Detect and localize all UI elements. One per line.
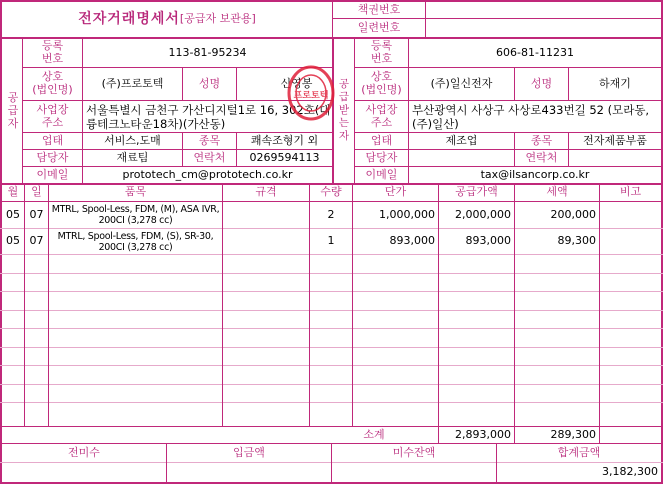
item-unit-price: 893,000: [389, 234, 435, 248]
receiver-item: 전자제품부품: [583, 133, 647, 147]
col-header-spec: 규격: [255, 185, 277, 199]
title-subtitle: [공급자 보관용]: [179, 12, 256, 26]
supplier-rep: 신영봉: [280, 76, 313, 90]
receiver-email[interactable]: tax@ilsancorp.co.kr: [480, 167, 590, 181]
item-month: 05: [6, 207, 20, 221]
received-label: 입금액: [233, 445, 265, 459]
book-no-label: 책권번호: [357, 2, 401, 16]
supplier-side-label: 공급자: [7, 90, 19, 130]
subtotal-label: 소계: [363, 427, 385, 441]
receiver-rep: 하재기: [599, 76, 631, 90]
col-header-unit-price: 단가: [384, 185, 407, 199]
prev-balance-value: [2, 463, 166, 482]
item-unit-price: 1,000,000: [379, 207, 435, 221]
serial-no-value: [426, 19, 661, 37]
item-supply-value: 893,000: [465, 234, 511, 248]
item-month: 05: [6, 234, 20, 248]
title-text: 전자거래명세서: [78, 11, 180, 28]
col-header-day: 일: [31, 185, 42, 199]
receiver-item-label: 종목: [530, 133, 553, 147]
subtotal-supply-value: 2,893,000: [455, 427, 511, 441]
supplier-business-type: 서비스,도매: [104, 133, 161, 147]
receiver-reg-no: 606-81-11231: [496, 45, 574, 59]
col-header-product: 품목: [124, 185, 147, 199]
supplier-address-label: 사업장 주소: [36, 102, 69, 129]
col-header-supply-value: 공급가액: [455, 185, 498, 199]
item-note: [600, 229, 661, 254]
seal-text: 프로토텍: [293, 91, 329, 101]
receiver-business-type: 제조업: [445, 133, 478, 147]
receiver-email-label: 이메일: [365, 167, 398, 181]
receiver-side-label: 공급받는자: [338, 77, 350, 142]
receiver-name: (주)일신전자: [430, 76, 493, 90]
item-day: 07: [29, 234, 44, 248]
item-note: [600, 202, 661, 228]
book-no-value: [426, 2, 661, 18]
supplier-reg-no-label: 등록 번호: [41, 39, 64, 65]
unpaid-value: [332, 463, 496, 482]
col-header-tax: 세액: [546, 185, 568, 199]
received-value: [167, 463, 331, 482]
col-header-qty: 수량: [320, 185, 342, 199]
supplier-phone: 0269594113: [249, 150, 320, 164]
receiver-contact: [409, 150, 514, 166]
document-title: [2, 2, 332, 37]
receiver-name-label: 상호 (법인명): [361, 70, 402, 96]
company-seal-icon: [286, 64, 336, 122]
receiver-address-label: 사업장 주소: [365, 102, 398, 129]
receiver-phone-label: 연락처: [525, 150, 558, 164]
item-qty: 2: [327, 207, 335, 221]
item-tax: 200,000: [550, 207, 596, 221]
supplier-reg-no: 113-81-95234: [168, 45, 247, 59]
item-supply-value: 2,000,000: [455, 207, 511, 221]
supplier-phone-label: 연락처: [193, 150, 226, 164]
col-header-month: 월: [7, 185, 19, 199]
supplier-business-type-label: 업태: [41, 133, 64, 147]
supplier-rep-label: 성명: [198, 76, 221, 90]
receiver-reg-no-label: 등록 번호: [370, 39, 393, 65]
supplier-name-label: 상호 (법인명): [32, 70, 73, 96]
total-value: 3,182,300: [602, 465, 658, 479]
receiver-address: 부산광역시 사상구 사상로433번길 52 (모라동, (주)일산): [412, 102, 650, 131]
item-spec: [223, 202, 309, 228]
item-product: MTRL, Spool-Less, FDM, (M), ASA IVR, 200CI (3,278 cc): [51, 204, 220, 226]
item-tax: 89,300: [557, 234, 596, 248]
col-header-note: 비고: [619, 185, 642, 199]
supplier-email-label: 이메일: [36, 167, 69, 181]
supplier-name: (주)프로토텍: [101, 76, 164, 90]
item-qty: 1: [327, 234, 335, 248]
supplier-contact: 재료팀: [116, 150, 149, 164]
total-label: 합계금액: [557, 445, 601, 459]
receiver-contact-label: 담당자: [365, 150, 398, 164]
subtotal-tax: 289,300: [550, 427, 596, 441]
item-day: 07: [29, 207, 44, 221]
supplier-contact-label: 담당자: [36, 150, 69, 164]
receiver-business-type-label: 업태: [370, 133, 393, 147]
unpaid-label: 미수잔액: [392, 445, 436, 459]
supplier-address: 서울특별시 금천구 가산디지털1로 16, 302호(대륭테크노타운18차)(가산동): [86, 102, 331, 131]
prev-balance-label: 전미수: [68, 445, 100, 459]
supplier-item-label: 종목: [198, 133, 221, 147]
supplier-email[interactable]: prototech_cm@prototech.co.kr: [122, 167, 293, 181]
receiver-rep-label: 성명: [530, 76, 553, 90]
item-product: MTRL, Spool-Less, FDM, (S), SR-30, 200CI (3,278 cc): [57, 230, 214, 253]
supplier-item: 쾌속조형기 외: [250, 133, 319, 147]
receiver-phone: [569, 150, 661, 166]
serial-no-label: 일련번호: [357, 20, 401, 34]
item-spec: [223, 229, 309, 254]
